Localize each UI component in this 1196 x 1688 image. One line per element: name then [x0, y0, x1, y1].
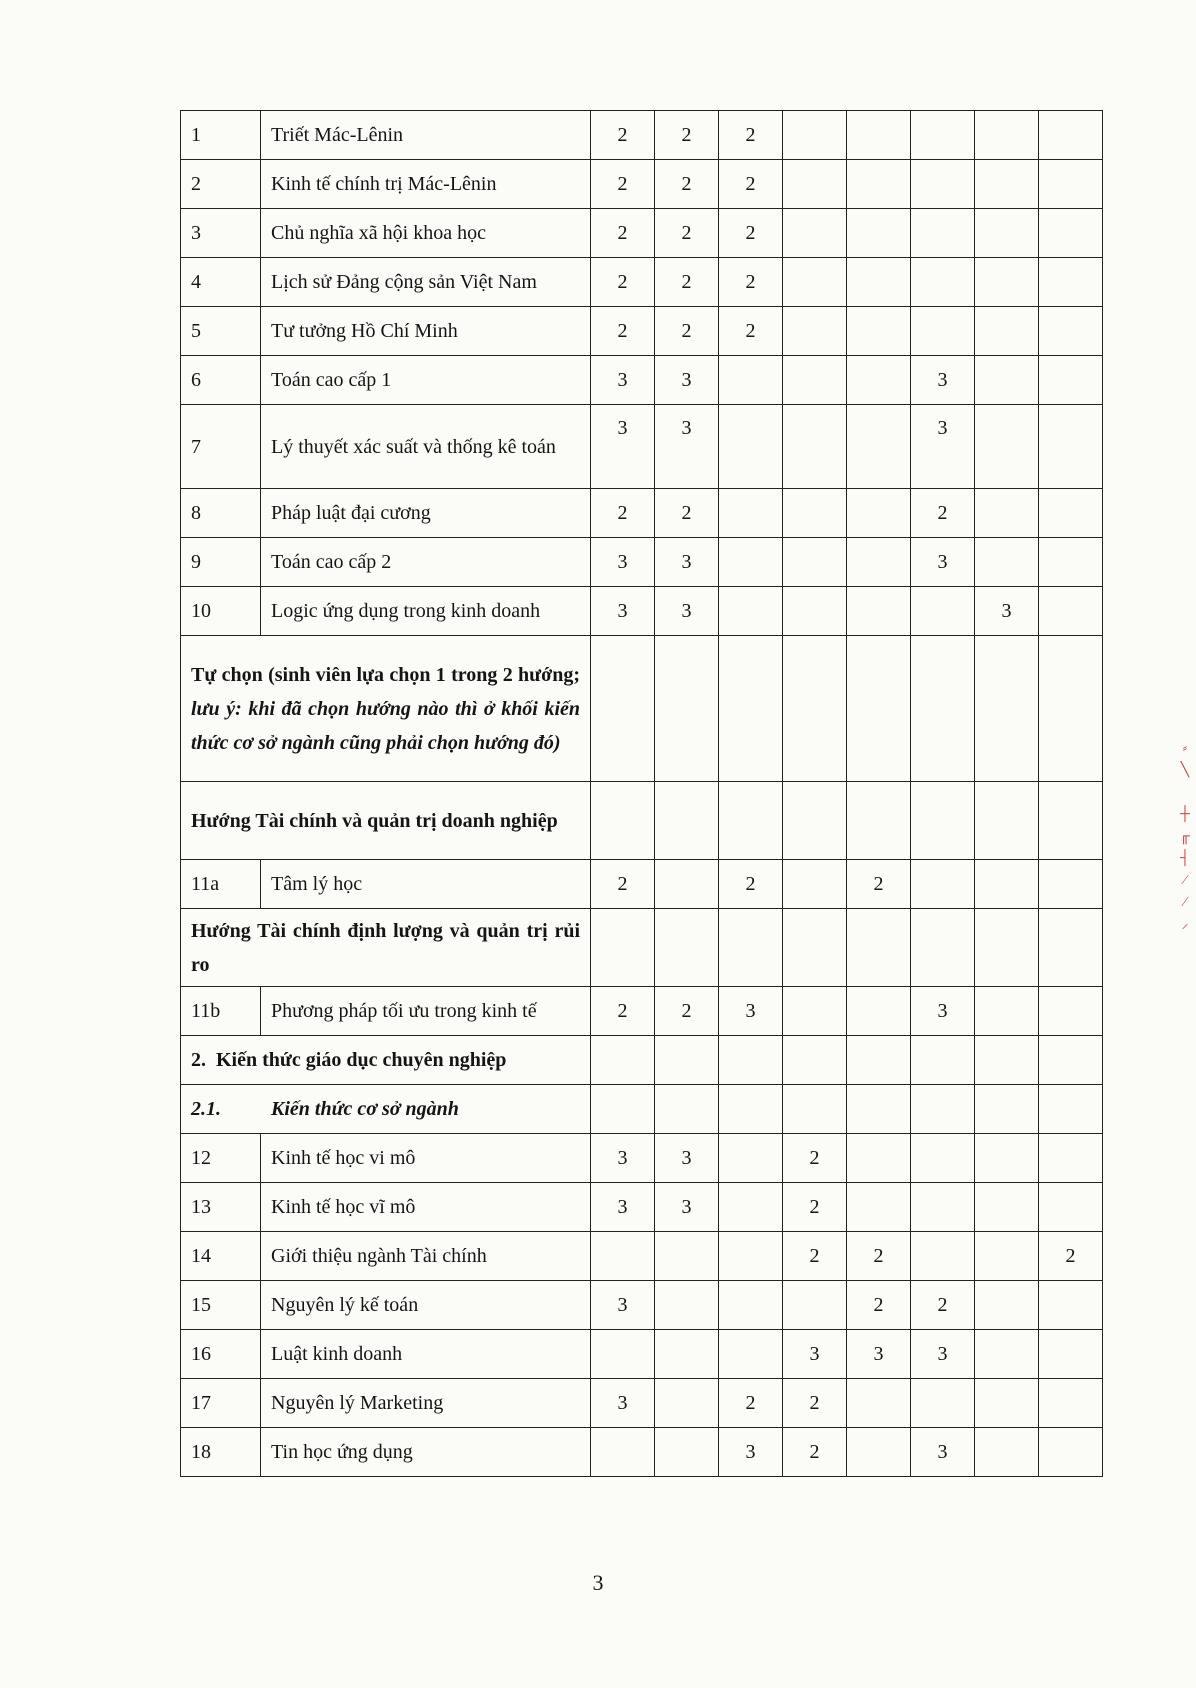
- empty-cell: [1039, 782, 1103, 860]
- value-cell: 2: [847, 1232, 911, 1281]
- track-a-title: Hướng Tài chính và quản trị doanh nghiệp: [191, 809, 558, 832]
- value-cell: 2: [591, 489, 655, 538]
- table-row: [181, 356, 1103, 405]
- empty-cell: [719, 909, 783, 987]
- value-cell: [719, 1281, 783, 1330]
- value-cell: [591, 1330, 655, 1379]
- value-cell: [1039, 1281, 1103, 1330]
- course-number-cell: 18: [181, 1428, 261, 1477]
- value-cell: [911, 860, 975, 909]
- value-cell: [783, 1281, 847, 1330]
- empty-cell: [719, 1036, 783, 1085]
- section-2-1-title: [181, 1085, 591, 1134]
- value-cell: [1039, 987, 1103, 1036]
- table-row: [181, 489, 1103, 538]
- value-cell: 2: [655, 987, 719, 1036]
- value-cell: [1039, 1428, 1103, 1477]
- value-cell: [911, 1232, 975, 1281]
- value-cell: 2: [847, 860, 911, 909]
- course-number-cell: 4: [181, 258, 261, 307]
- value-cell: [911, 258, 975, 307]
- empty-cell: [655, 636, 719, 782]
- value-cell: [783, 538, 847, 587]
- value-cell: 2: [655, 160, 719, 209]
- value-cell: 2: [911, 489, 975, 538]
- course-number-cell: 8: [181, 489, 261, 538]
- value-cell: 2: [719, 209, 783, 258]
- value-cell: [783, 209, 847, 258]
- value-cell: [847, 1379, 911, 1428]
- value-cell: [847, 1134, 911, 1183]
- value-cell: 3: [655, 1134, 719, 1183]
- value-cell: [783, 258, 847, 307]
- value-cell: [655, 860, 719, 909]
- value-cell: 3: [911, 356, 975, 405]
- value-cell: 2: [591, 307, 655, 356]
- value-cell: [719, 405, 783, 489]
- value-cell: 3: [591, 587, 655, 636]
- value-cell: [783, 860, 847, 909]
- table-row: [181, 307, 1103, 356]
- value-cell: [975, 489, 1039, 538]
- value-cell: [1039, 1134, 1103, 1183]
- value-cell: [783, 307, 847, 356]
- empty-cell: [591, 909, 655, 987]
- course-name-cell: Kinh tế học vĩ mô: [261, 1183, 591, 1232]
- course-name-cell: Toán cao cấp 1: [261, 356, 591, 405]
- course-name-cell: Toán cao cấp 2: [261, 538, 591, 587]
- empty-cell: [591, 1036, 655, 1085]
- value-cell: [1039, 209, 1103, 258]
- value-cell: 3: [911, 987, 975, 1036]
- value-cell: [1039, 860, 1103, 909]
- value-cell: 3: [719, 1428, 783, 1477]
- empty-cell: [783, 909, 847, 987]
- empty-cell: [911, 909, 975, 987]
- course-name-cell: Pháp luật đại cương: [261, 489, 591, 538]
- value-cell: [975, 1281, 1039, 1330]
- elective-note-bold: Tự chọn (sinh viên lựa chọn 1 trong 2 hướng;: [191, 663, 580, 686]
- value-cell: [975, 1183, 1039, 1232]
- value-cell: [847, 538, 911, 587]
- value-cell: [847, 405, 911, 489]
- value-cell: [975, 111, 1039, 160]
- empty-cell: [847, 782, 911, 860]
- value-cell: 3: [655, 1183, 719, 1232]
- value-cell: 3: [655, 538, 719, 587]
- value-cell: 2: [719, 258, 783, 307]
- value-cell: [1039, 356, 1103, 405]
- value-cell: [911, 1134, 975, 1183]
- value-cell: [783, 356, 847, 405]
- empty-cell: [655, 909, 719, 987]
- course-name-cell: Chủ nghĩa xã hội khoa học: [261, 209, 591, 258]
- section-2-1-text: Kiến thức cơ sở ngành: [271, 1098, 459, 1120]
- empty-cell: [847, 1085, 911, 1134]
- table-row: [181, 405, 1103, 489]
- value-cell: 2: [1039, 1232, 1103, 1281]
- empty-cell: [975, 782, 1039, 860]
- empty-cell: [975, 636, 1039, 782]
- value-cell: [847, 356, 911, 405]
- course-number-cell: 5: [181, 307, 261, 356]
- course-number-cell: 2: [181, 160, 261, 209]
- value-cell: [975, 538, 1039, 587]
- value-cell: [847, 587, 911, 636]
- course-number-cell: 9: [181, 538, 261, 587]
- value-cell: 2: [719, 111, 783, 160]
- value-cell: [783, 405, 847, 489]
- course-name-cell: Phương pháp tối ưu trong kinh tế: [261, 987, 591, 1036]
- empty-cell: [655, 1036, 719, 1085]
- value-cell: 3: [591, 1134, 655, 1183]
- value-cell: [911, 209, 975, 258]
- empty-cell: [911, 782, 975, 860]
- table-row: [181, 1281, 1103, 1330]
- table-row: [181, 1085, 1103, 1134]
- value-cell: [783, 111, 847, 160]
- value-cell: 2: [655, 209, 719, 258]
- value-cell: [911, 587, 975, 636]
- empty-cell: [975, 1085, 1039, 1134]
- value-cell: 2: [591, 209, 655, 258]
- value-cell: 3: [911, 1330, 975, 1379]
- table-row: [181, 111, 1103, 160]
- empty-cell: [975, 1036, 1039, 1085]
- table-row: [181, 587, 1103, 636]
- table-row: [181, 860, 1103, 909]
- value-cell: 2: [719, 160, 783, 209]
- value-cell: [783, 489, 847, 538]
- value-cell: [975, 1134, 1039, 1183]
- value-cell: [719, 1330, 783, 1379]
- value-cell: [975, 405, 1039, 489]
- value-cell: [1039, 538, 1103, 587]
- course-name-cell: Tư tưởng Hồ Chí Minh: [261, 307, 591, 356]
- empty-cell: [1039, 909, 1103, 987]
- course-name-cell: Triết Mác-Lênin: [261, 111, 591, 160]
- value-cell: [975, 1232, 1039, 1281]
- value-cell: [847, 489, 911, 538]
- value-cell: 2: [783, 1183, 847, 1232]
- table-row: [181, 987, 1103, 1036]
- course-number-cell: 13: [181, 1183, 261, 1232]
- value-cell: [719, 538, 783, 587]
- course-name-cell: Tin học ứng dụng: [261, 1428, 591, 1477]
- empty-cell: [591, 782, 655, 860]
- course-number-cell: 16: [181, 1330, 261, 1379]
- value-cell: 2: [591, 987, 655, 1036]
- empty-cell: [847, 909, 911, 987]
- value-cell: [975, 258, 1039, 307]
- value-cell: [719, 1232, 783, 1281]
- empty-cell: [719, 636, 783, 782]
- empty-cell: [783, 782, 847, 860]
- elective-note-italic: lưu ý: khi đã chọn hướng nào thì ở khối kiến thức cơ sở ngành cũng phải chọn hướng đó: [191, 697, 580, 754]
- value-cell: [719, 356, 783, 405]
- value-cell: [1039, 307, 1103, 356]
- value-cell: 2: [655, 111, 719, 160]
- value-cell: [911, 307, 975, 356]
- empty-cell: [591, 1085, 655, 1134]
- elective-note-close: ): [553, 731, 561, 754]
- value-cell: 3: [591, 1281, 655, 1330]
- course-name-cell: Luật kinh doanh: [261, 1330, 591, 1379]
- value-cell: [655, 1330, 719, 1379]
- course-name-cell: Giới thiệu ngành Tài chính: [261, 1232, 591, 1281]
- value-cell: [911, 1183, 975, 1232]
- value-cell: 3: [975, 587, 1039, 636]
- elective-note-cell: [181, 636, 591, 782]
- value-cell: 2: [719, 860, 783, 909]
- empty-cell: [1039, 1085, 1103, 1134]
- empty-cell: [847, 1036, 911, 1085]
- value-cell: [911, 111, 975, 160]
- course-number-cell: 12: [181, 1134, 261, 1183]
- value-cell: [719, 587, 783, 636]
- value-cell: [847, 987, 911, 1036]
- value-cell: [975, 356, 1039, 405]
- value-cell: 2: [783, 1379, 847, 1428]
- course-name-cell: Kinh tế chính trị Mác-Lênin: [261, 160, 591, 209]
- value-cell: 3: [655, 405, 719, 489]
- course-number-cell: 1: [181, 111, 261, 160]
- curriculum-table: [180, 110, 1103, 1477]
- empty-cell: [1039, 636, 1103, 782]
- value-cell: 3: [911, 405, 975, 489]
- table-row: [181, 1330, 1103, 1379]
- course-name-cell: Tâm lý học: [261, 860, 591, 909]
- value-cell: 2: [719, 307, 783, 356]
- track-b-title-cell: [181, 909, 591, 987]
- empty-cell: [783, 1036, 847, 1085]
- value-cell: 3: [911, 1428, 975, 1477]
- value-cell: 2: [783, 1232, 847, 1281]
- table-row: [181, 636, 1103, 782]
- track-a-title-cell: [181, 782, 591, 860]
- value-cell: 2: [655, 307, 719, 356]
- value-cell: 3: [591, 405, 655, 489]
- value-cell: 3: [847, 1330, 911, 1379]
- value-cell: 2: [719, 1379, 783, 1428]
- empty-cell: [975, 909, 1039, 987]
- empty-cell: [1039, 1036, 1103, 1085]
- value-cell: 2: [591, 860, 655, 909]
- value-cell: [655, 1428, 719, 1477]
- value-cell: [975, 860, 1039, 909]
- value-cell: [1039, 258, 1103, 307]
- table-row: [181, 782, 1103, 860]
- value-cell: [783, 587, 847, 636]
- empty-cell: [847, 636, 911, 782]
- value-cell: [1039, 587, 1103, 636]
- value-cell: [1039, 1379, 1103, 1428]
- margin-stamp-mark: ⸗ ╲ ┼ ╓ ┤ ⁄ ∕ ⸝: [1180, 741, 1190, 932]
- course-name-cell: Nguyên lý kế toán: [261, 1281, 591, 1330]
- value-cell: [1039, 489, 1103, 538]
- page-number: 3: [592, 1570, 604, 1595]
- empty-cell: [911, 636, 975, 782]
- value-cell: [783, 987, 847, 1036]
- course-number-cell: 15: [181, 1281, 261, 1330]
- empty-cell: [719, 782, 783, 860]
- table-row: [181, 1428, 1103, 1477]
- course-name-cell: Lịch sử Đảng cộng sản Việt Nam: [261, 258, 591, 307]
- course-number-cell: 11a: [181, 860, 261, 909]
- value-cell: [1039, 405, 1103, 489]
- value-cell: [847, 209, 911, 258]
- course-number-cell: 3: [181, 209, 261, 258]
- empty-cell: [783, 636, 847, 782]
- table-row: [181, 1036, 1103, 1085]
- table-row: [181, 1379, 1103, 1428]
- value-cell: 2: [591, 258, 655, 307]
- empty-cell: [591, 636, 655, 782]
- table-row: [181, 160, 1103, 209]
- value-cell: [1039, 1330, 1103, 1379]
- table-row: [181, 909, 1103, 987]
- value-cell: 2: [591, 111, 655, 160]
- value-cell: [847, 1428, 911, 1477]
- table-row: [181, 538, 1103, 587]
- value-cell: [975, 307, 1039, 356]
- value-cell: [847, 307, 911, 356]
- value-cell: 3: [719, 987, 783, 1036]
- value-cell: [975, 1428, 1039, 1477]
- value-cell: [719, 489, 783, 538]
- value-cell: [1039, 1183, 1103, 1232]
- empty-cell: [655, 1085, 719, 1134]
- empty-cell: [911, 1036, 975, 1085]
- section-2-title: 2. Kiến thức giáo dục chuyên nghiệp: [181, 1036, 591, 1085]
- value-cell: 2: [847, 1281, 911, 1330]
- value-cell: [591, 1428, 655, 1477]
- track-b-title: Hướng Tài chính định lượng và quản trị rủi ro: [191, 919, 580, 976]
- course-number-cell: 14: [181, 1232, 261, 1281]
- course-name-cell: Logic ứng dụng trong kinh doanh: [261, 587, 591, 636]
- course-number-cell: 7: [181, 405, 261, 489]
- value-cell: [911, 1379, 975, 1428]
- value-cell: 3: [783, 1330, 847, 1379]
- value-cell: [1039, 160, 1103, 209]
- value-cell: 2: [655, 489, 719, 538]
- empty-cell: [783, 1085, 847, 1134]
- value-cell: 3: [591, 1379, 655, 1428]
- value-cell: [847, 111, 911, 160]
- value-cell: 3: [591, 538, 655, 587]
- value-cell: [975, 1330, 1039, 1379]
- value-cell: 2: [783, 1428, 847, 1477]
- value-cell: 2: [783, 1134, 847, 1183]
- table-row: [181, 1232, 1103, 1281]
- course-name-cell: Nguyên lý Marketing: [261, 1379, 591, 1428]
- value-cell: [847, 160, 911, 209]
- section-2-1-number: 2.1.: [191, 1098, 221, 1120]
- course-number-cell: 6: [181, 356, 261, 405]
- value-cell: [975, 987, 1039, 1036]
- course-name-cell: Lý thuyết xác suất và thống kê toán: [261, 405, 591, 489]
- value-cell: [911, 160, 975, 209]
- course-number-cell: 10: [181, 587, 261, 636]
- table-row: [181, 1134, 1103, 1183]
- value-cell: [847, 1183, 911, 1232]
- value-cell: [847, 258, 911, 307]
- value-cell: 3: [655, 587, 719, 636]
- value-cell: 3: [591, 356, 655, 405]
- value-cell: 3: [591, 1183, 655, 1232]
- table-body: [181, 111, 1103, 1477]
- value-cell: [719, 1183, 783, 1232]
- value-cell: [783, 160, 847, 209]
- course-number-cell: 11b: [181, 987, 261, 1036]
- course-number-cell: 17: [181, 1379, 261, 1428]
- value-cell: [655, 1379, 719, 1428]
- empty-cell: [911, 1085, 975, 1134]
- empty-cell: [655, 782, 719, 860]
- value-cell: 3: [911, 538, 975, 587]
- value-cell: 2: [591, 160, 655, 209]
- table-row: [181, 1183, 1103, 1232]
- value-cell: [655, 1281, 719, 1330]
- value-cell: [975, 1379, 1039, 1428]
- value-cell: [719, 1134, 783, 1183]
- table-row: [181, 258, 1103, 307]
- value-cell: [1039, 111, 1103, 160]
- value-cell: [655, 1232, 719, 1281]
- value-cell: 2: [655, 258, 719, 307]
- value-cell: [975, 209, 1039, 258]
- value-cell: 2: [911, 1281, 975, 1330]
- value-cell: [975, 160, 1039, 209]
- empty-cell: [719, 1085, 783, 1134]
- value-cell: 3: [655, 356, 719, 405]
- value-cell: [591, 1232, 655, 1281]
- course-name-cell: Kinh tế học vi mô: [261, 1134, 591, 1183]
- table-row: [181, 209, 1103, 258]
